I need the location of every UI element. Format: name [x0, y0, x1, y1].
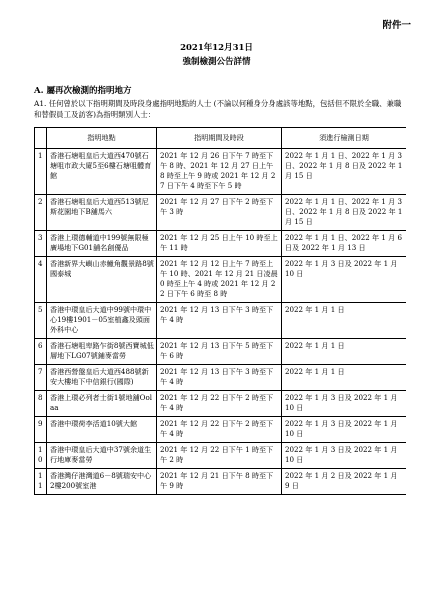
- section-a-heading: A. 屬再次檢測的指明地方: [34, 86, 132, 96]
- row-test-date: 2022 年 1 月 3 日及 2022 年 1 月 10 日: [282, 391, 407, 417]
- document-title: 強制檢測公告詳情: [182, 57, 251, 67]
- table-row: [35, 443, 407, 469]
- row-period: 2021 年 12 月 26 日下午 7 時至下午 8 時、2021 年 12 月 27 日上午 8 時至上午 9 時或 2021 年 12 月 27 日下午 4 時至下午 5 時: [157, 149, 282, 195]
- row-number: 5: [35, 303, 47, 339]
- row-period: 2021 年 12 月 22 日下午 1 時至下午 2 時: [157, 443, 282, 469]
- row-place: 香港石塘咀皇后大道西513號尼斯花園地下B舖馬六: [47, 195, 157, 231]
- row-period: 2021 年 12 月 12 日上午 7 時至上午 10 時、2021 年 12 月 21 日凌晨 0 時至上午 4 時或 2021 年 12 月 22 日下午 6 時至 8 時: [157, 257, 282, 303]
- row-place: 香港石塘咀卑路乍街8號西寶城低層地下LG07號鋪麥當勞: [47, 339, 157, 365]
- table-row: [35, 469, 407, 495]
- row-test-date: 2022 年 1 月 1 日、2022 年 1 月 3 日、2022 年 1 月 8 日及 2022 年 1 月 15 日: [282, 149, 407, 195]
- row-test-date: 2022 年 1 月 1 日、2022 年 1 月 3 日、2022 年 1 月 8 日及 2022 年 1 月 15 日: [282, 195, 407, 231]
- row-number: 9: [35, 417, 47, 443]
- specified-places-table-wrap: [34, 127, 406, 600]
- row-number: 6: [35, 339, 47, 365]
- table-row: [35, 365, 407, 391]
- row-test-date: 2022 年 1 月 1 日: [282, 339, 407, 365]
- header-place: 指明地點: [47, 128, 157, 149]
- row-number: 4: [35, 257, 47, 303]
- section-a-intro: A1. 任何曾於以下指明期間及時段身處指明地點的人士 (不論以何種身分身處該等地點，包括但不限於全職、兼職和替假員工及訪客)為指明類別人士：: [34, 99, 402, 119]
- row-place: 香港灣仔港灣道6－8號瑞安中心2樓200號室港: [47, 469, 157, 495]
- specified-places-table: [34, 127, 406, 495]
- row-period: 2021 年 12 月 22 日下午 2 時至下午 4 時: [157, 417, 282, 443]
- row-place: 香港石塘咀皇后大道西470號石塘咀市政大廈5至6樓石塘咀體育館: [47, 149, 157, 195]
- row-test-date: 2022 年 1 月 3 日及 2022 年 1 月 10 日: [282, 257, 407, 303]
- row-test-date: 2022 年 1 月 3 日及 2022 年 1 月 10 日: [282, 443, 407, 469]
- row-test-date: 2022 年 1 月 1 日: [282, 365, 407, 391]
- row-period: 2021 年 12 月 13 日下午 5 時至下午 6 時: [157, 339, 282, 365]
- row-test-date: 2022 年 1 月 3 日及 2022 年 1 月 10 日: [282, 417, 407, 443]
- row-place: 香港中環皇后大道中99號中環中心19樓1901－05室植鑫及頭面外科中心: [47, 303, 157, 339]
- table-row: [35, 417, 407, 443]
- table-body: [35, 149, 407, 495]
- table-row: [35, 257, 407, 303]
- row-number: 7: [35, 365, 47, 391]
- row-period: 2021 年 12 月 13 日下午 3 時至下午 4 時: [157, 365, 282, 391]
- table-row: [35, 231, 407, 257]
- row-test-date: 2022 年 1 月 1 日: [282, 303, 407, 339]
- row-number: 2: [35, 195, 47, 231]
- header-no: [35, 128, 47, 149]
- table-row: [35, 339, 407, 365]
- row-place: 香港中環荷李活道10號大館: [47, 417, 157, 443]
- row-place: 香港上環必列者士街1號地舖Oolaa: [47, 391, 157, 417]
- row-period: 2021 年 12 月 25 日上午 10 時至上午 11 時: [157, 231, 282, 257]
- table-row: [35, 391, 407, 417]
- row-number: 3: [35, 231, 47, 257]
- row-period: 2021 年 12 月 22 日下午 2 時至下午 4 時: [157, 391, 282, 417]
- header-test-date: 須進行檢測日期: [282, 128, 407, 149]
- row-number: 11: [35, 469, 47, 495]
- table-row: [35, 149, 407, 195]
- table-row: [35, 303, 407, 339]
- annex-label: 附件一: [382, 20, 411, 31]
- row-test-date: 2022 年 1 月 1 日、2022 年 1 月 6 日及 2022 年 1 月 13 日: [282, 231, 407, 257]
- row-period: 2021 年 12 月 27 日下午 2 時至下午 3 時: [157, 195, 282, 231]
- row-period: 2021 年 12 月 21 日下午 8 時至下午 9 時: [157, 469, 282, 495]
- row-number: 1: [35, 149, 47, 195]
- document-date: 2021年12月31日: [180, 43, 253, 53]
- row-place: 香港中環皇后大道中37號余道生行地庫麥當勞: [47, 443, 157, 469]
- row-period: 2021 年 12 月 13 日下午 3 時至下午 4 時: [157, 303, 282, 339]
- table-row: [35, 195, 407, 231]
- row-place: 香港西營盤皇后大道西488號新安大樓地下中信銀行(國際): [47, 365, 157, 391]
- row-number: 10: [35, 443, 47, 469]
- row-test-date: 2022 年 1 月 2 日及 2022 年 1 月 9 日: [282, 469, 407, 495]
- row-place: 香港新界大嶼山赤鱲角觀景路8號國泰城: [47, 257, 157, 303]
- row-number: 8: [35, 391, 47, 417]
- row-place: 香港上環德輔道中199號無限極廣場地下G01舖名創優品: [47, 231, 157, 257]
- header-period: 指明期間及時段: [157, 128, 282, 149]
- table-header-row: [35, 128, 407, 149]
